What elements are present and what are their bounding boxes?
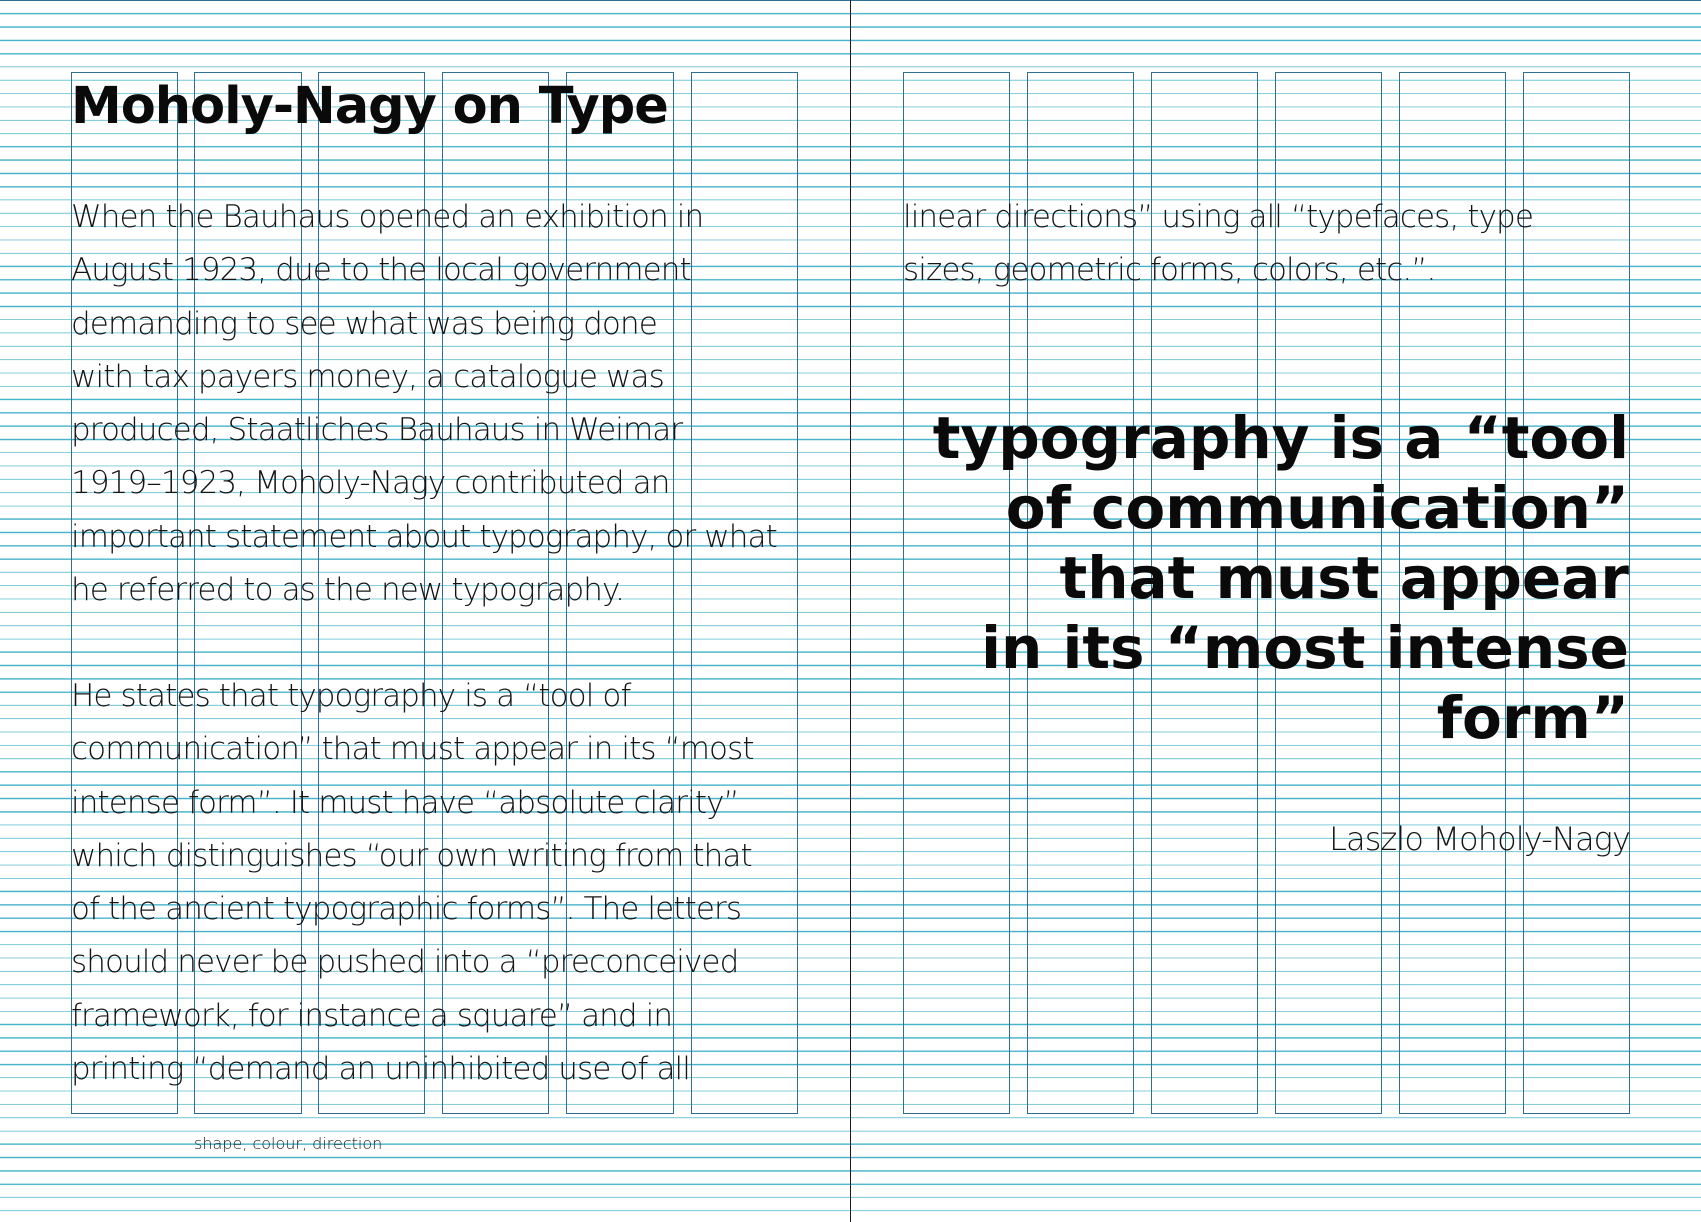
body-paragraph-continued: linear directions” using all “typefaces, type sizes, geometric forms, colors, etc.”.	[903, 199, 1533, 289]
footnote: shape, colour, direction	[194, 1134, 383, 1153]
body-paragraph-1: When the Bauhaus opened an exhibition in August 1923, due to the local government demanding to see what was being done with tax payers money, a catalogue was produced, Staatliches Bauhaus in Weimar 1919–1923, Moholy-Nagy contributed an important statement about typography, or what he referred to as the new typography.	[71, 199, 777, 609]
page-title: Moholy-Nagy on Type	[71, 77, 668, 136]
body-paragraph-2: He states that typography is a “tool of communication” that must appear in its “most intense form”. It must have “absolute clarity” which distinguishes “our own writing from that of the ancient typographic forms”. The letters should never be pushed into a “preconceived framework, for instance a square” and in printing “demand an uninhibited use of all	[71, 678, 754, 1088]
book-spine-divider	[850, 0, 851, 1222]
pull-quote: typography is a “tool of communication” that must appear in its “most intense form”	[932, 404, 1629, 752]
quote-attribution: Laszlo Moholy-Nagy	[1329, 820, 1630, 858]
